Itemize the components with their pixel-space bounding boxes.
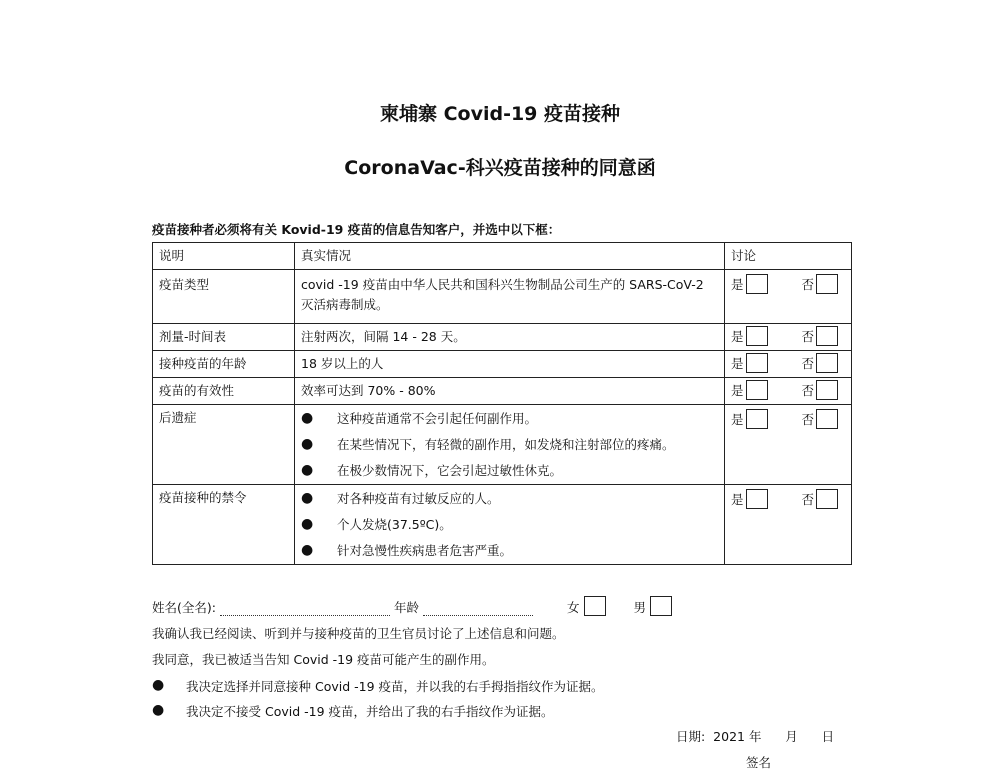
date-line: 日期: 2021 年 月 日 (676, 729, 835, 744)
male-checkbox[interactable] (650, 596, 672, 616)
name-age-gender-line (152, 596, 672, 616)
yes-label: 是 (731, 356, 744, 371)
row-label: 接种疫苗的年龄 (159, 356, 247, 371)
table-row (153, 270, 852, 324)
confirm-statement: 我确认我已经阅读、听到并与接种疫苗的卫生官员讨论了上述信息和问题。 (152, 626, 565, 641)
row-label: 疫苗类型 (159, 277, 210, 292)
no-checkbox[interactable] (816, 353, 838, 373)
yes-checkbox[interactable] (746, 409, 768, 429)
row-label: 剂量-时间表 (159, 329, 227, 344)
name-field[interactable] (220, 601, 390, 616)
header-description: 说明 (153, 243, 295, 270)
no-label: 否 (801, 412, 815, 427)
discussion-checkboxes (731, 324, 845, 346)
list-item: ● 个人发烧(37.5ºC)。 (301, 516, 452, 532)
row-label: 疫苗的有效性 (159, 383, 235, 398)
no-checkbox[interactable] (816, 409, 838, 429)
row-text: 效率可达到 70% - 80% (301, 383, 436, 398)
agree-statement: 我同意，我已被适当告知 Covid -19 疫苗可能产生的副作用。 (152, 652, 495, 667)
list-item: ● 针对急慢性疾病患者危害严重。 (301, 542, 513, 558)
list-item: ● 对各种疫苗有过敏反应的人。 (301, 490, 500, 506)
yes-checkbox[interactable] (746, 380, 768, 400)
bullet-icon: ● (152, 702, 165, 718)
row-text: 18 岁以上的人 (301, 356, 384, 371)
yes-checkbox[interactable] (746, 353, 768, 373)
list-item: ● 在极少数情况下，它会引起过敏性休克。 (301, 462, 563, 478)
discussion-checkboxes (731, 485, 845, 509)
row-label: 疫苗接种的禁令 (159, 490, 247, 505)
discussion-checkboxes (731, 351, 845, 373)
age-label: 年龄 (393, 600, 419, 615)
male-label: 男 (633, 600, 647, 615)
document-title: 柬埔寨 Covid-19 疫苗接种 (379, 103, 621, 125)
row-label: 后遗症 (159, 410, 197, 425)
yes-label: 是 (731, 329, 744, 344)
list-item: ● 在某些情况下，有轻微的副作用，如发烧和注射部位的疼痛。 (301, 436, 675, 452)
instruction-text: 疫苗接种者必须将有关 Kovid-19 疫苗的信息告知客户，并选中以下框： (152, 222, 561, 237)
female-checkbox[interactable] (584, 596, 606, 616)
yes-checkbox[interactable] (746, 326, 768, 346)
name-label: 姓名(全名): (152, 600, 216, 615)
no-label: 否 (801, 277, 815, 292)
no-checkbox[interactable] (816, 380, 838, 400)
no-checkbox[interactable] (816, 489, 838, 509)
option-decline (152, 702, 554, 720)
list-item: ● 这种疫苗通常不会引起任何副作用。 (301, 410, 538, 426)
yes-checkbox[interactable] (746, 274, 768, 294)
discussion-checkboxes (731, 378, 845, 400)
header-discussion: 讨论 (725, 243, 852, 270)
discussion-checkboxes (731, 405, 845, 429)
no-label: 否 (801, 329, 815, 344)
no-label: 否 (801, 383, 815, 398)
female-label: 女 (566, 600, 580, 615)
yes-label: 是 (731, 383, 744, 398)
yes-label: 是 (731, 412, 744, 427)
no-label: 否 (801, 356, 815, 371)
row-text: covid -19 疫苗由中华人民共和国科兴生物制品公司生产的 SARS-CoV-2 灭活病毒制成。 (301, 277, 704, 312)
header-facts: 真实情况 (295, 243, 725, 270)
option-decline-text: 我决定不接受 Covid -19 疫苗，并给出了我的右手指纹作为证据。 (186, 704, 554, 719)
row-text: 注射两次，间隔 14 - 28 天。 (301, 329, 466, 344)
no-checkbox[interactable] (816, 274, 838, 294)
table-row (153, 378, 852, 405)
option-accept-text: 我决定选择并同意接种 Covid -19 疫苗，并以我的右手拇指指纹作为证据。 (186, 679, 604, 694)
option-accept (152, 677, 604, 695)
table-row (153, 351, 852, 378)
table-header-row (153, 243, 852, 270)
age-field[interactable] (423, 601, 533, 616)
table-row (153, 485, 852, 565)
table-row (153, 324, 852, 351)
signature-label: 签名 (746, 755, 772, 770)
yes-label: 是 (731, 277, 744, 292)
yes-checkbox[interactable] (746, 489, 768, 509)
no-checkbox[interactable] (816, 326, 838, 346)
table-row (153, 405, 852, 485)
yes-label: 是 (731, 492, 744, 507)
vaccine-info-table (152, 242, 852, 565)
no-label: 否 (801, 492, 815, 507)
discussion-checkboxes (731, 270, 845, 294)
bullet-icon: ● (152, 677, 165, 693)
document-subtitle: CoronaVac-科兴疫苗接种的同意函 (344, 157, 656, 179)
